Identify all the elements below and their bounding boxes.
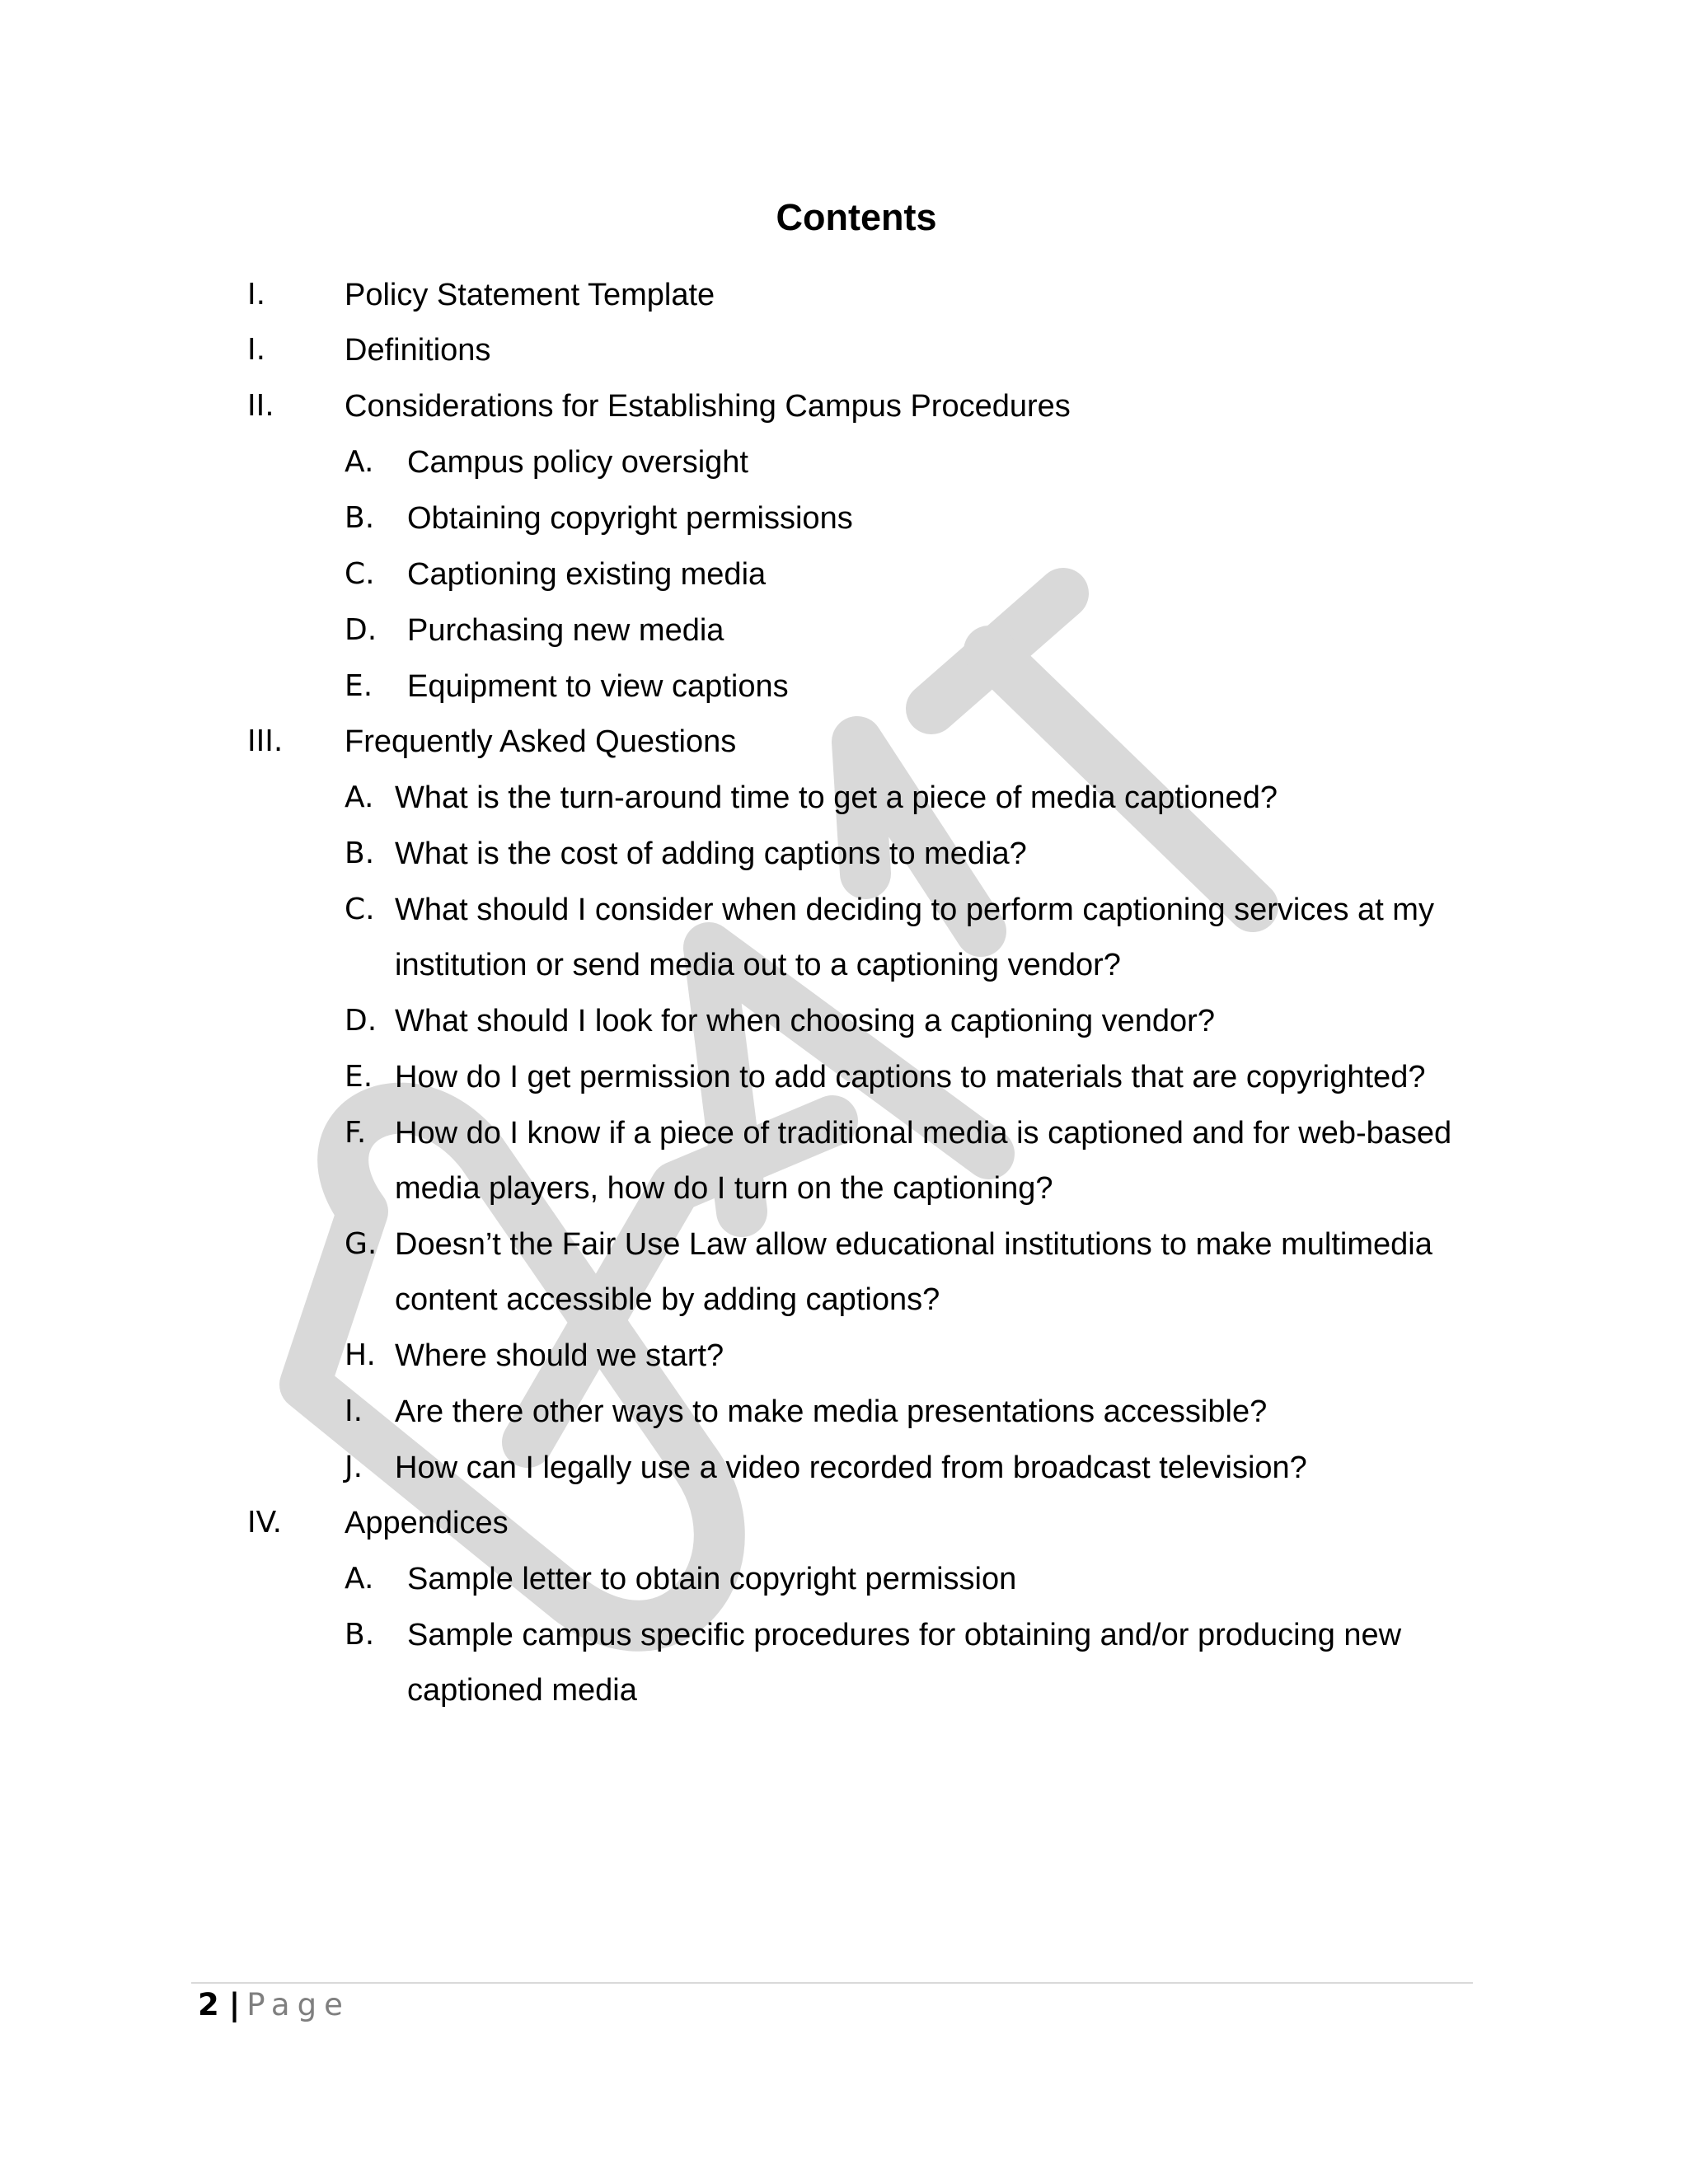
toc-subitem-letter: C. (345, 893, 375, 926)
toc-subitem-line: institution or send media out to a captioning vendor? (395, 948, 1121, 982)
footer-separator: | (228, 1987, 241, 2022)
toc-subitem: What should I look for when choosing a captioning vendor? (395, 1004, 1215, 1038)
toc-item-number: IV. (247, 1506, 283, 1540)
toc-item-number: III. (247, 724, 284, 758)
toc-subitem: What is the cost of adding captions to media? (395, 837, 1027, 871)
toc-subitem-letter: D. (345, 1004, 377, 1038)
toc-subitem: What is the turn-around time to get a piece of media captioned? (395, 780, 1278, 815)
toc-subitem: Purchasing new media (407, 613, 724, 648)
toc-subitem: Campus policy oversight (407, 445, 748, 480)
toc-item: Policy Statement Template (345, 278, 715, 312)
toc-subitem-letter: F. (345, 1116, 367, 1150)
toc-subitem-line: media players, how do I turn on the captioning? (395, 1171, 1053, 1206)
toc-subitem-line: Doesn’t the Fair Use Law allow educational institutions to make multimedia (395, 1227, 1432, 1262)
toc-subitem-line: content accessible by adding captions? (395, 1282, 940, 1317)
toc-subitem-line: What should I consider when deciding to perform captioning services at my (395, 893, 1434, 927)
toc-subitem-letter: D. (345, 613, 377, 647)
toc-item-number: I. (247, 333, 266, 367)
page-footer (198, 1985, 350, 2026)
toc-subitem: Are there other ways to make media presentations accessible? (395, 1394, 1268, 1429)
toc-subitem: Obtaining copyright permissions (407, 501, 853, 536)
toc-subitem: Captioning existing media (407, 557, 767, 592)
toc-subitem: How do I get permission to add captions to materials that are copyrighted? (395, 1060, 1426, 1094)
toc-item-number: I. (247, 278, 266, 312)
toc-subitem-letter: I. (345, 1394, 363, 1428)
toc-subitem: Where should we start? (395, 1338, 724, 1373)
page-label: Page (246, 1987, 350, 2022)
toc-item: Definitions (345, 333, 491, 368)
toc-item: Appendices (345, 1506, 509, 1540)
page-title: Contents (776, 196, 937, 238)
footer-divider (191, 1982, 1473, 1984)
toc-subitem-letter: A. (345, 1562, 374, 1596)
page-number: 2 (198, 1987, 219, 2022)
toc-subitem-letter: A. (345, 445, 374, 479)
toc-subitem-letter: C. (345, 557, 375, 591)
toc-subitem-letter: A. (345, 780, 374, 814)
toc-subitem-letter: E. (345, 669, 373, 703)
toc-subitem-letter: B. (345, 837, 375, 870)
toc-subitem-letter: E. (345, 1060, 373, 1094)
toc-subitem: How can I legally use a video recorded from broadcast television? (395, 1451, 1307, 1485)
toc-subitem-letter: J. (345, 1451, 363, 1484)
toc-subitem-line: Sample campus specific procedures for obtaining and/or producing new (407, 1618, 1402, 1652)
toc-subitem-letter: G. (345, 1227, 377, 1261)
toc-subitem-letter: H. (345, 1338, 376, 1372)
toc-subitem-line: How do I know if a piece of traditional media is captioned and for web-based (395, 1116, 1452, 1151)
toc-item: Considerations for Establishing Campus Procedures (345, 389, 1071, 424)
toc-subitem-line: captioned media (407, 1673, 637, 1708)
toc-item: Frequently Asked Questions (345, 724, 737, 759)
toc-subitem-letter: B. (345, 1618, 375, 1652)
toc-item-number: II. (247, 389, 274, 423)
toc-subitem: Sample letter to obtain copyright permission (407, 1562, 1017, 1596)
toc-subitem: Equipment to view captions (407, 669, 789, 704)
toc-subitem-letter: B. (345, 501, 375, 535)
